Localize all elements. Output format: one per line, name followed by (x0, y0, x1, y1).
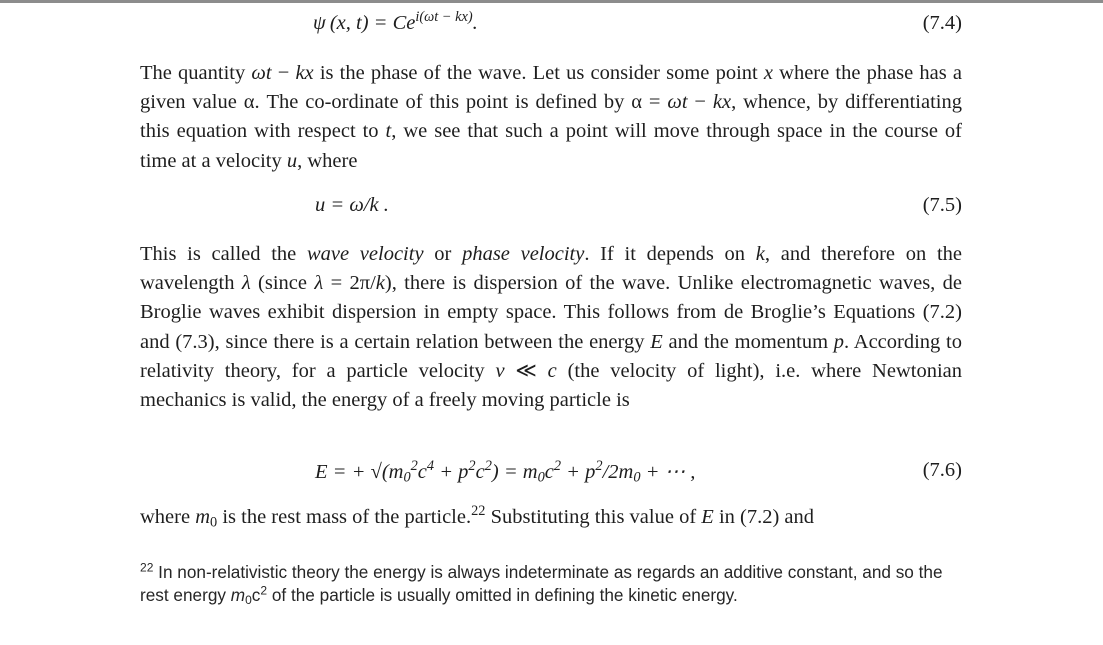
equation-7-4 (140, 9, 962, 42)
paragraph-rest-mass: where $m_0$ is the rest mass of the particle.$^{22}$ Substituting this value of E in (7.2) and (140, 503, 815, 531)
equation-7-4-formula: ψ (x, $t) = Ce^{i(\omega t - kx)}$. (313, 9, 478, 34)
paragraph-phase: The quantity ωt − kx is the phase of the wave. Let us consider some point x where the phase has a given value α. The co-ordinate of this point is defined by α = ωt − kx, whence, by differentiating this equation with respect to t, we see that such a point will move through space in the course of time at a velocity u, where (140, 62, 963, 172)
equation-7-6 (140, 459, 962, 489)
top-border (0, 0, 1103, 3)
equation-7-5-formula: u = ω/k . (315, 194, 389, 216)
equation-7-5-number: (7.5) (922, 194, 962, 216)
footnote-22: $^{22}$ In non-relativistic theory the energy is always indeterminate as regards an additive constant, and so the rest energy $m_0c^2$ of the particle is usually omitted in defining the kinetic energy. (140, 560, 943, 607)
equation-7-5 (140, 194, 962, 224)
equation-7-6-formula: E = + $√(m_0^2c^4 + p^2c^2) = m_0c^2 + p^2/2m_0$ + ⋯ , (315, 458, 696, 486)
equation-7-6-number: (7.6) (922, 459, 962, 481)
equation-7-4-number: (7.4) (922, 12, 962, 34)
paragraph-phase-velocity: This is called the wave velocity or phase velocity. If it depends on k, and therefore on the wavelength λ (since λ = 2π/k), there is dispersion of the wave. Unlike electromagnetic waves, de Broglie waves exhibit dispersion in empty space. This follows from de Broglie’s Equations (7.2) and (7.3), since there is a certain relation between the energy E and the momentum p. According to relativity theory, for a particle velocity v ≪ c (the velocity of light), i.e. where Newtonian mechanics is valid, the energy of a freely moving particle is (140, 243, 962, 412)
